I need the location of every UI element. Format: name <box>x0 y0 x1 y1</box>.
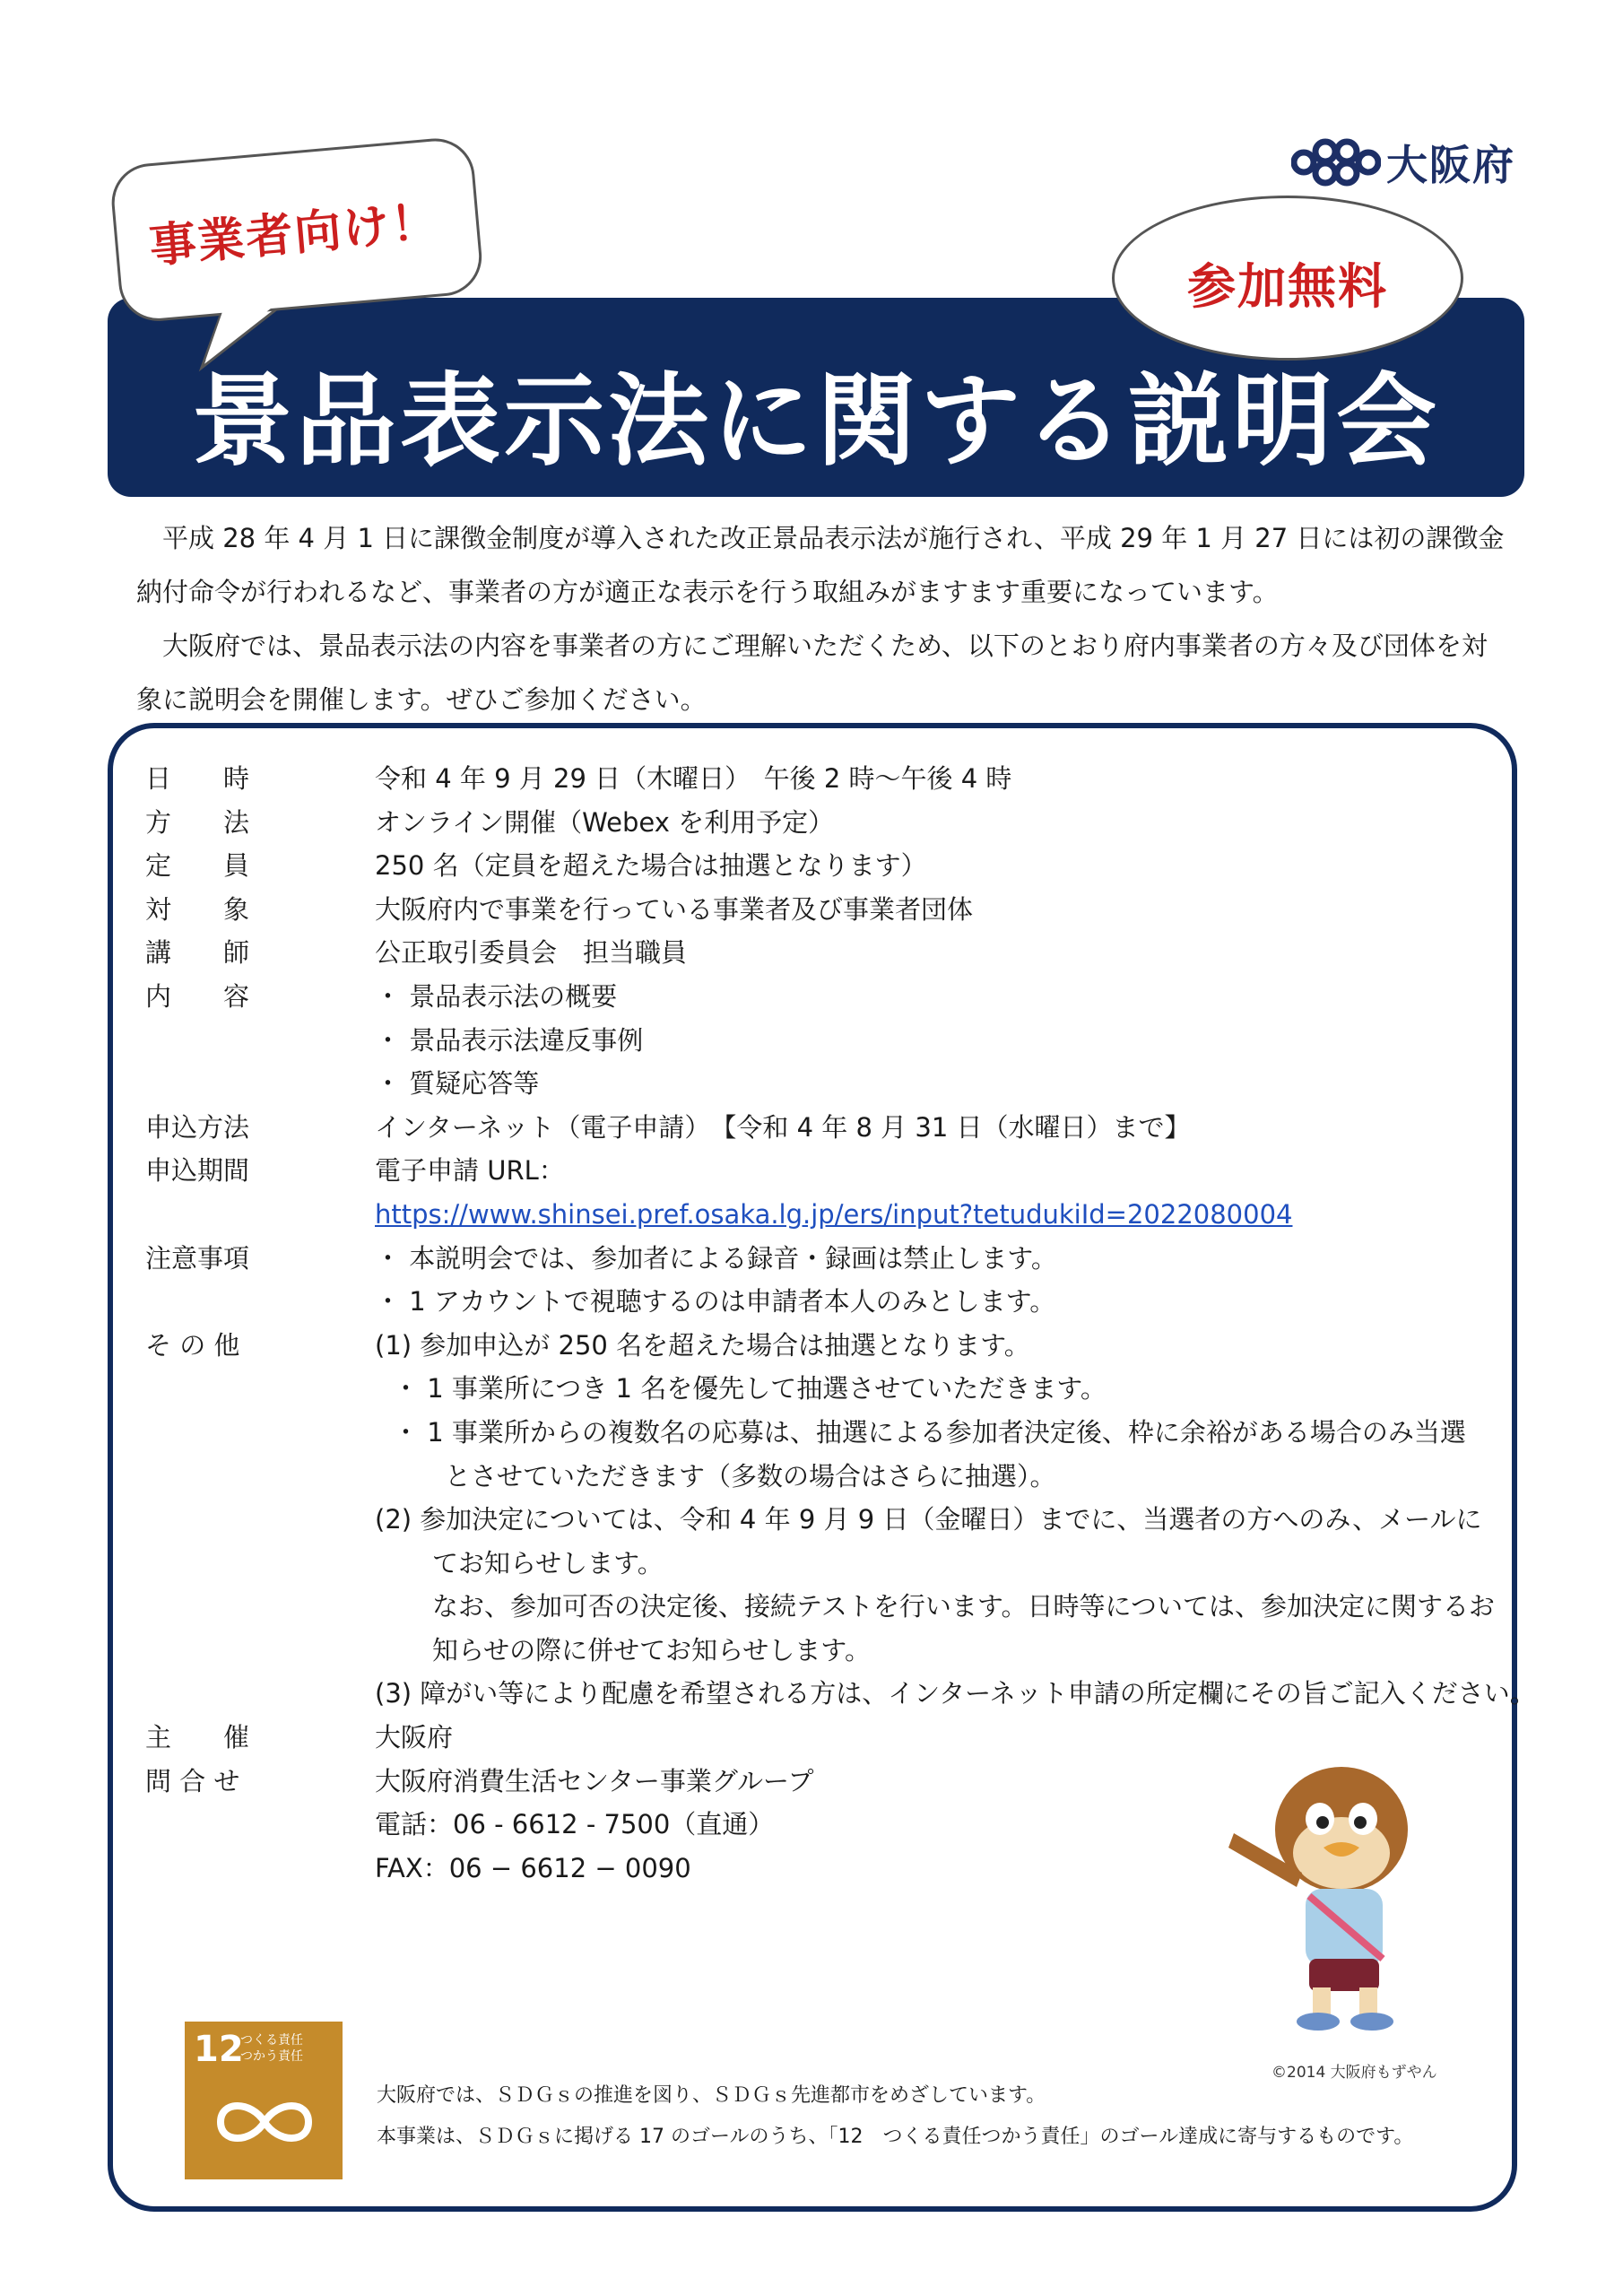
contact-org: 大阪府消費生活センター事業グループ <box>375 1765 814 1796</box>
value-other <box>375 1324 1536 1716</box>
callout-text: 事業者向け！ <box>147 195 442 274</box>
row-content <box>145 975 1490 1106</box>
value-date: 令和 4 年 9 月 29 日（木曜日） 午後 2 時～午後 4 時 <box>375 763 1012 794</box>
label-capacity: 定 員 <box>145 850 250 882</box>
row-method <box>145 801 1490 845</box>
label-notes: 注意事項 <box>145 1242 250 1274</box>
row-apply-method <box>145 1106 1490 1150</box>
sdg-label-line1: つくる責任 <box>240 2033 303 2048</box>
row-apply-period <box>145 1149 1490 1236</box>
osaka-pref-emblem-icon <box>1291 137 1381 187</box>
value-capacity: 250 名（定員を超えた場合は抽選となります） <box>375 850 927 882</box>
free-badge-text: 参加無料 <box>1187 258 1388 315</box>
value-method: オンライン開催（Webex を利用予定） <box>375 806 835 838</box>
label-date: 日 時 <box>145 763 250 794</box>
sdg-goal-12-icon <box>185 2022 343 2179</box>
content-item: ・ 質疑応答等 <box>375 1068 540 1100</box>
value-host: 大阪府 <box>375 1722 454 1753</box>
label-method: 方 法 <box>145 806 250 838</box>
page-title: 景品表示法に関する説明会 <box>192 363 1440 480</box>
other-item-1b: ・ 1 事業所からの複数名の応募は、抽選による参加者決定後、枠に余裕がある場合のみ当選 <box>393 1416 1466 1448</box>
intro-paragraph-1: 平成 28 年 4 月 1 日に課徴金制度が導入された改正景品表示法が施行され、平成 29 年 1 月 27 日には初の課徴金納付命令が行われるなど、事業者の方が適正な表示を行う取組みがますます重要になっています。 <box>136 523 1505 607</box>
intro-paragraph-2: 大阪府では、景品表示法の内容を事業者の方にご理解いただくため、以下のとおり府内事業者の方々及び団体を対象に説明会を開催します。ぜひご参加ください。 <box>136 631 1488 715</box>
value-content <box>375 975 1490 1106</box>
intro-text <box>136 511 1508 726</box>
label-apply-method: 申込方法 <box>145 1111 250 1143</box>
footer-line-2: 本事業は、ＳＤＧｓに掲げる 17 のゴールのうち、「12 つくる責任つかう責任」のゴール達成に寄与するものです。 <box>377 2126 1414 2148</box>
label-contact: 問 合 せ <box>145 1765 240 1796</box>
other-item-1a: ・ 1 事業所につき 1 名を優先して抽選させていただきます。 <box>393 1373 1107 1405</box>
other-item-2-note: なお、参加可否の決定後、接続テストを行います。日時等については、参加決定に関するお <box>432 1591 1495 1622</box>
row-date <box>145 757 1490 801</box>
osaka-pref-logo <box>1291 135 1515 190</box>
other-item-1: (1) 参加申込が 250 名を超えた場合は抽選となります。 <box>375 1329 1030 1361</box>
mascot-credit: ©2014 大阪府もずやん <box>1271 2064 1437 2082</box>
label-host: 主 催 <box>145 1722 250 1753</box>
value-target: 大阪府内で事業を行っている事業者及び事業者団体 <box>375 893 974 925</box>
content-item: ・ 景品表示法の概要 <box>375 980 618 1012</box>
label-other: そ の 他 <box>145 1329 240 1361</box>
row-other <box>145 1324 1536 1716</box>
other-item-2-note-cont: 知らせの際に併せてお知らせします。 <box>432 1634 871 1665</box>
footer-line-1: 大阪府では、ＳＤＧｓの推進を図り、ＳＤＧｓ先進都市をめざしています。 <box>377 2084 1046 2107</box>
row-lecturer <box>145 931 1490 975</box>
content-item: ・ 景品表示法違反事例 <box>375 1024 644 1056</box>
note-item: ・ 1 アカウントで視聴するのは申請者本人のみとします。 <box>375 1286 1056 1318</box>
sdg-label-line2: つかう責任 <box>240 2049 303 2064</box>
label-content: 内 容 <box>145 980 250 1012</box>
sdg-label <box>240 2032 303 2065</box>
logo-text: 大阪府 <box>1386 141 1515 189</box>
contact-tel: 電話：06 - 6612 - 7500（直通） <box>375 1809 775 1840</box>
value-apply-method: インターネット（電子申請） 【令和 4 年 8 月 31 日（水曜日）まで】 <box>375 1111 1191 1143</box>
value-lecturer: 公正取引委員会 担当職員 <box>375 937 688 969</box>
sdgs-footer <box>377 2075 1413 2158</box>
mascot-mozuyan-icon <box>1216 1747 1458 2034</box>
details-table <box>145 757 1536 1890</box>
label-target: 対 象 <box>145 893 250 925</box>
apply-url-label: 電子申請 URL： <box>375 1155 565 1187</box>
row-notes <box>145 1237 1490 1324</box>
contact-fax: FAX：06 − 6612 − 0090 <box>375 1852 691 1883</box>
label-apply-period: 申込期間 <box>145 1155 250 1187</box>
apply-url-link[interactable]: https://www.shinsei.pref.osaka.lg.jp/ers/input?tetudukiId=2022080004 <box>375 1198 1293 1230</box>
row-capacity <box>145 844 1490 888</box>
row-target <box>145 888 1490 932</box>
other-item-2: (2) 参加決定については、令和 4 年 9 月 9 日（金曜日）までに、当選者の方へのみ、メールに <box>375 1504 1482 1535</box>
sdg-number: 12 <box>194 2029 244 2070</box>
other-item-3: (3) 障がい等により配慮を希望される方は、インターネット申請の所定欄にその旨ご記入ください。 <box>375 1678 1536 1709</box>
infinity-icon <box>215 2095 314 2149</box>
value-notes <box>375 1237 1490 1324</box>
free-badge <box>1112 196 1463 361</box>
label-lecturer: 講 師 <box>145 937 250 969</box>
note-item: ・ 本説明会では、参加者による録音・録画は禁止します。 <box>375 1242 1057 1274</box>
callout-bubble <box>101 118 497 384</box>
other-item-1b-cont: とさせていただきます（多数の場合はさらに抽選）。 <box>445 1460 1056 1492</box>
other-item-2-cont: てお知らせします。 <box>432 1547 664 1578</box>
value-apply-period <box>375 1149 1490 1236</box>
